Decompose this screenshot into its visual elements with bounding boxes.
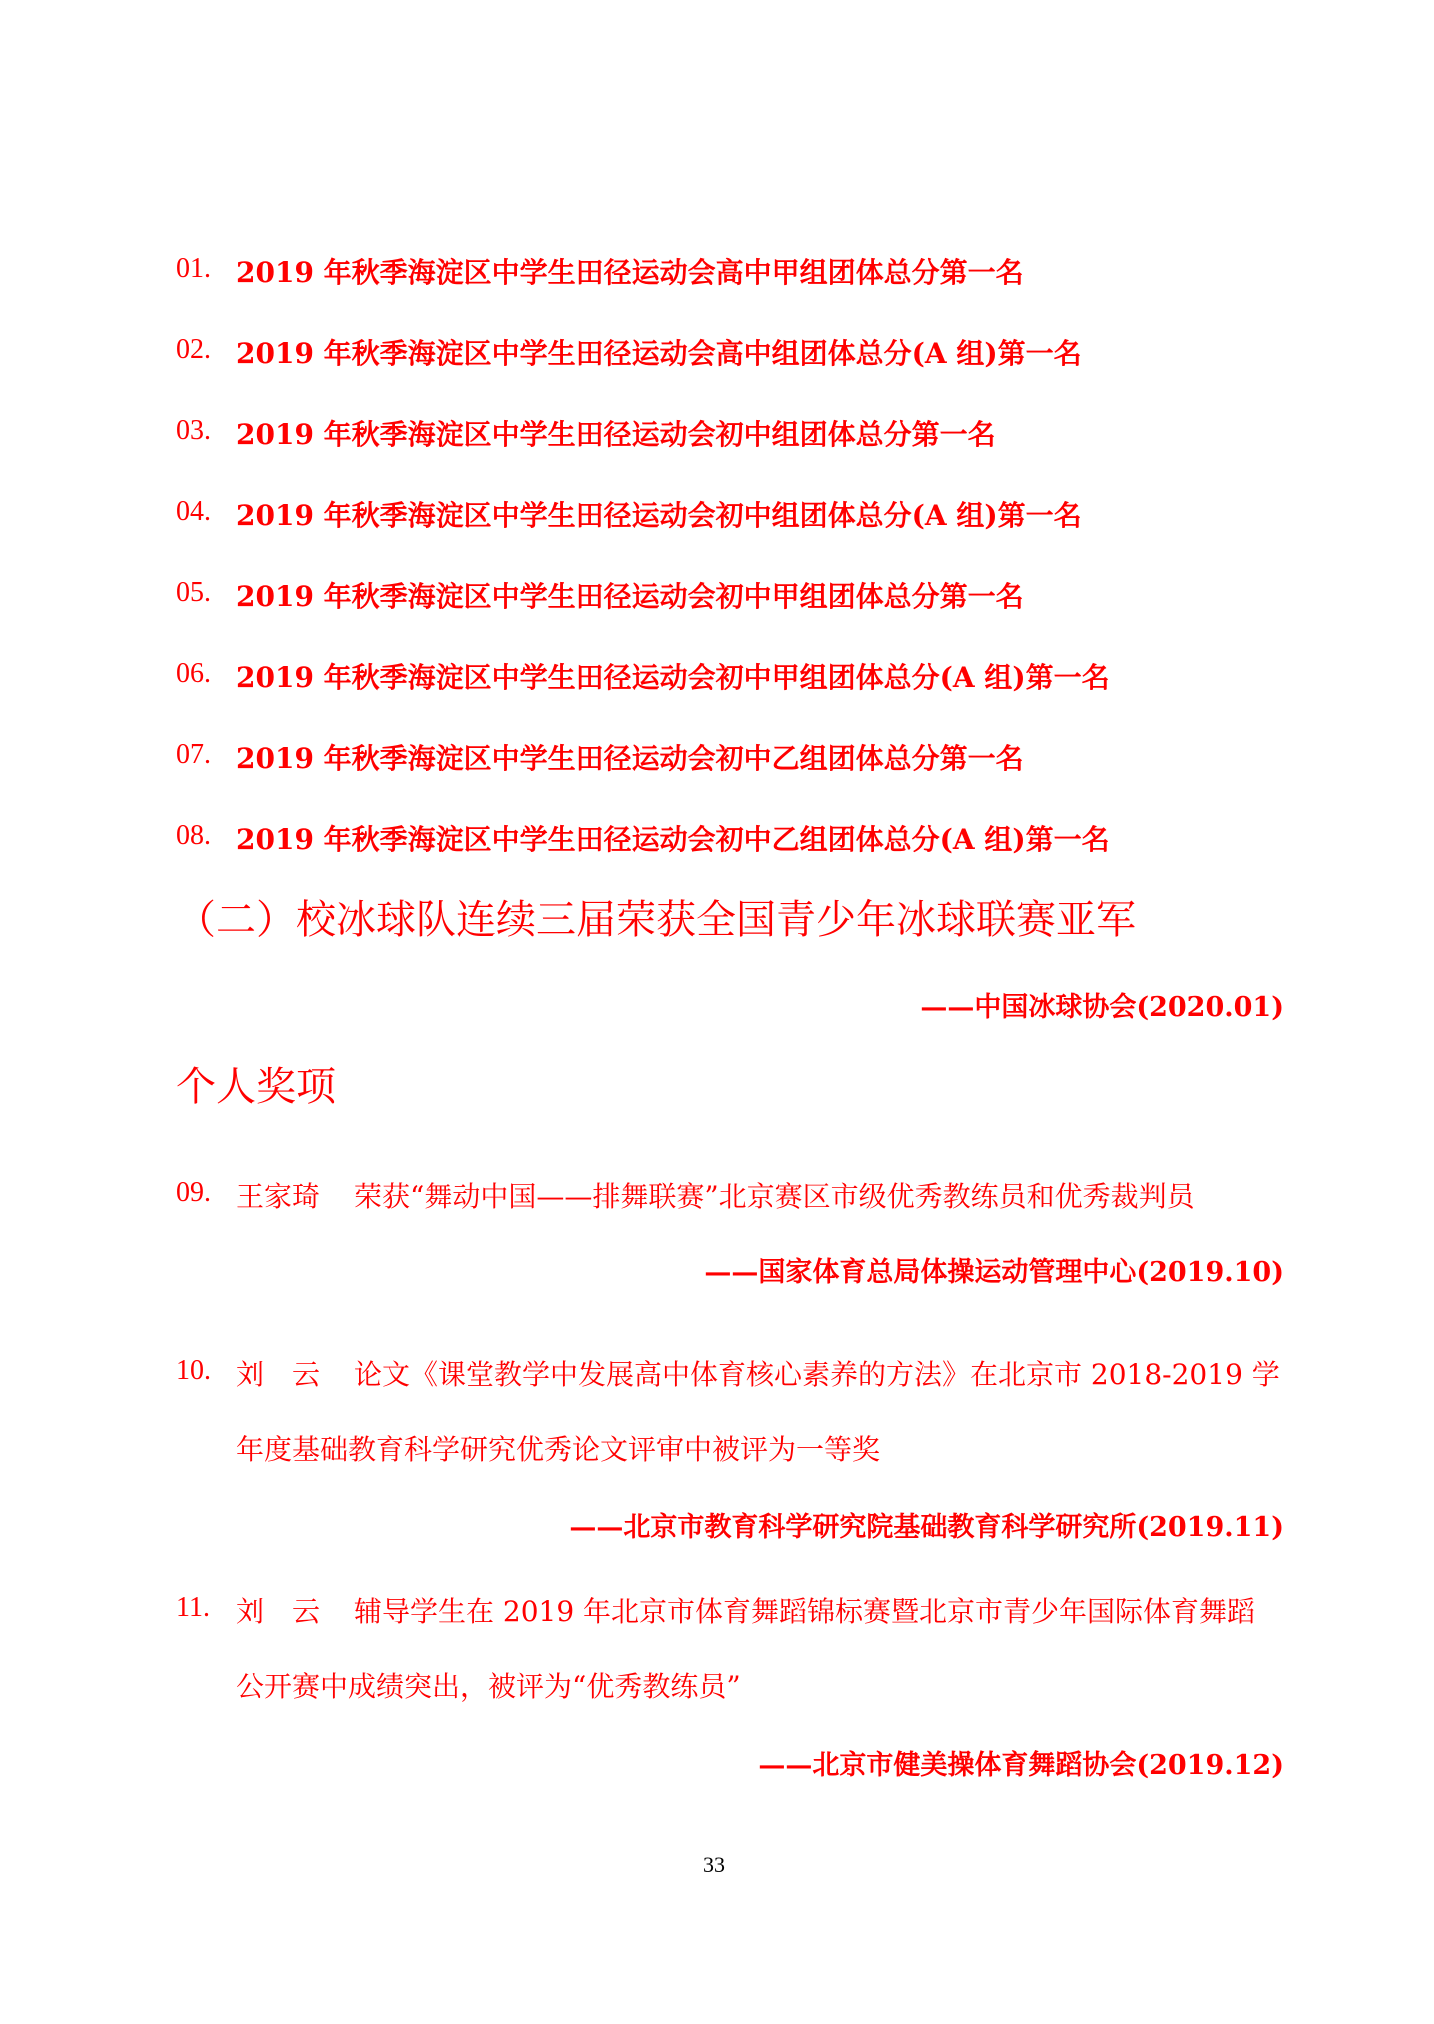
award-source: ——北京市健美操体育舞蹈协会(2019.12) (758, 1750, 1284, 1781)
award-source: ——国家体育总局体操运动管理中心(2019.10) (704, 1257, 1284, 1288)
award-source: ——北京市教育科学研究院基础教育科学研究所(2019.11) (569, 1512, 1284, 1543)
item-text: 2019 年秋季海淀区中学生田径运动会初中甲组团体总分第一名 (236, 580, 1024, 613)
item-text: 2019 年秋季海淀区中学生田径运动会高中甲组团体总分第一名 (236, 256, 1024, 289)
item-number: 01. (176, 253, 211, 284)
item-number: 06. (176, 658, 211, 689)
item-number: 10. (176, 1355, 211, 1386)
awardee-name: 王家琦 (236, 1180, 321, 1213)
item-text: 2019 年秋季海淀区中学生田径运动会初中乙组团体总分第一名 (236, 742, 1024, 775)
awardee-name: 刘 云 (236, 1358, 321, 1391)
item-text: 2019 年秋季海淀区中学生田径运动会初中乙组团体总分(A 组)第一名 (236, 823, 1110, 856)
item-number: 11. (176, 1592, 210, 1623)
award-description-continued: 公开赛中成绩突出，被评为“优秀教练员” (236, 1670, 741, 1703)
item-number: 07. (176, 739, 211, 770)
ice-hockey-heading: （二）校冰球队连续三届荣获全国青少年冰球联赛亚军 (176, 897, 1136, 943)
item-number: 03. (176, 415, 211, 446)
item-number: 09. (176, 1177, 211, 1208)
ice-hockey-source: ——中国冰球协会(2020.01) (920, 992, 1284, 1023)
award-description: 辅导学生在 2019 年北京市体育舞蹈锦标赛暨北京市青少年国际体育舞蹈 (354, 1595, 1256, 1628)
item-number: 04. (176, 496, 211, 527)
award-description: 论文《课堂教学中发展高中体育核心素养的方法》在北京市 2018-2019 学 (354, 1358, 1280, 1391)
awardee-name: 刘 云 (236, 1595, 321, 1628)
item-text: 2019 年秋季海淀区中学生田径运动会初中组团体总分(A 组)第一名 (236, 499, 1082, 532)
item-number: 05. (176, 577, 211, 608)
award-description: 荣获“舞动中国——排舞联赛”北京赛区市级优秀教练员和优秀裁判员 (354, 1180, 1195, 1213)
page-number: 33 (703, 1852, 725, 1877)
item-number: 02. (176, 334, 211, 365)
item-text: 2019 年秋季海淀区中学生田径运动会初中甲组团体总分(A 组)第一名 (236, 661, 1110, 694)
individual-awards-heading: 个人奖项 (176, 1064, 336, 1110)
award-description-continued: 年度基础教育科学研究优秀论文评审中被评为一等奖 (236, 1433, 881, 1466)
item-number: 08. (176, 820, 211, 851)
item-text: 2019 年秋季海淀区中学生田径运动会高中组团体总分(A 组)第一名 (236, 337, 1082, 370)
item-text: 2019 年秋季海淀区中学生田径运动会初中组团体总分第一名 (236, 418, 996, 451)
